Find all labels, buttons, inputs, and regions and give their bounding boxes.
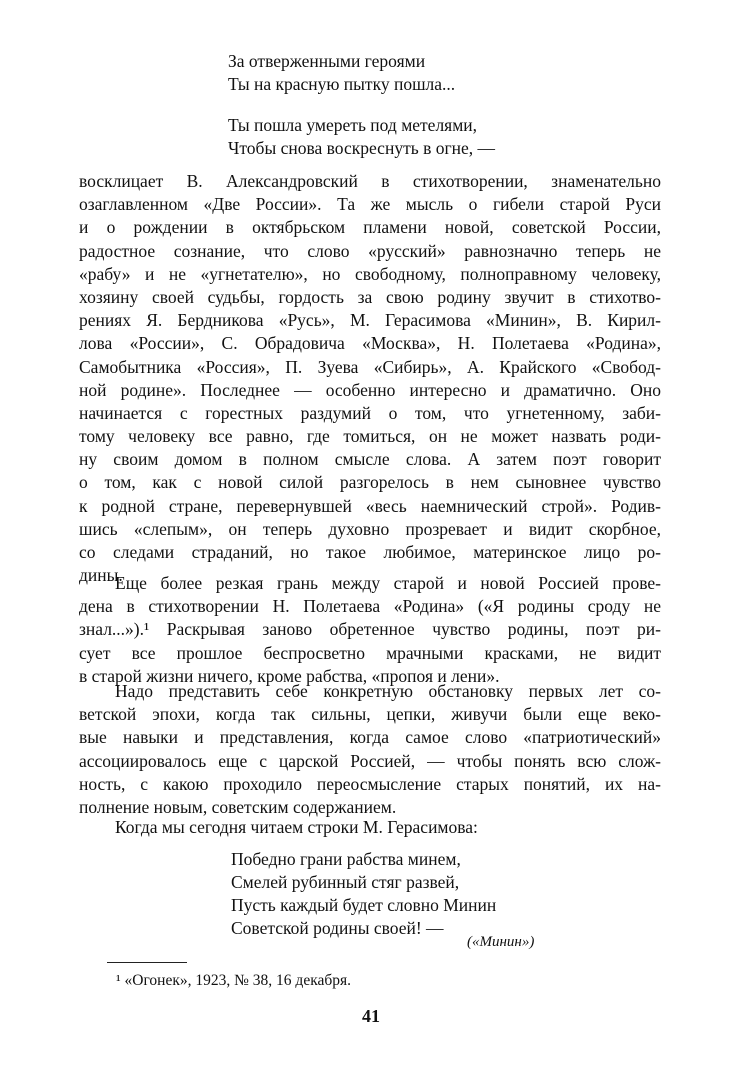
verse-line: Ты на красную пытку пошла... — [228, 74, 456, 94]
footnote: ¹ «Огонек», 1923, № 38, 16 декабря. — [116, 972, 352, 989]
text-line: полнение новым, советским содержанием. — [79, 796, 397, 817]
paragraph-3 — [79, 680, 661, 819]
text-line: и о рождении в октябрьском пламени новой, советской России, — [79, 217, 661, 238]
page-number: 41 — [362, 1006, 380, 1026]
text-line: ность, с какою проходило переосмысление старых понятий, их на- — [79, 773, 661, 794]
paragraph-2 — [79, 572, 661, 688]
text-line: Еще более резкая грань между старой и новой Россией прове- — [115, 573, 661, 593]
verse-line: Ты пошла умереть под метелями, — [228, 115, 478, 135]
paragraph-4 — [79, 816, 661, 839]
text-line: шись «слепым», он теперь духовно прозревает и видит скорбное, — [79, 518, 661, 539]
verse-line: Советской родины своей! — — [231, 918, 444, 938]
verse-line: Победно грани рабства минем, — [231, 849, 461, 869]
verse-line: За отверженными героями — [228, 51, 426, 71]
text-line: тому человеку все равно, где томиться, он не может назвать роди- — [79, 426, 661, 447]
footnote-divider — [107, 962, 187, 963]
text-line: дины. — [79, 565, 123, 586]
verse-stanza-top-1 — [228, 50, 455, 96]
text-line: радостное сознание, что слово «русский» равнозначно теперь не — [79, 240, 661, 261]
text-line: восклицает В. Александровский в стихотворении, знаменательно — [79, 171, 661, 191]
text-line: озаглавленном «Две России». Та же мысль о гибели старой Руси — [79, 194, 661, 215]
text-line: Самобытника «Россия», П. Зуева «Сибирь», А. Крайского «Свобод- — [79, 356, 661, 377]
verse-line: Пусть каждый будет словно Минин — [231, 895, 497, 915]
text-line: о том, как с новой силой разгорелось в нем сыновнее чувство — [79, 472, 661, 493]
text-line: ассоциировалось еще с царской Россией, — чтобы понять всю слож- — [79, 750, 661, 771]
text-line: вые навыки и представления, когда самое слово «патриотический» — [79, 727, 661, 748]
text-line: дена в стихотворении Н. Полетаева «Родина» («Я родины сроду не — [79, 596, 661, 617]
text-line: к родной стране, перевернувшей «весь наемнический строй». Родив- — [79, 495, 661, 516]
verse-line: Чтобы снова воскреснуть в огне, — — [228, 138, 496, 158]
verse-line: Смелей рубинный стяг развей, — [231, 872, 460, 892]
text-line: знал...»).¹ Раскрывая заново обретенное чувство родины, поэт ри- — [79, 619, 661, 640]
text-line: ну своим домом в полном смысле слова. А затем поэт говорит — [79, 449, 661, 470]
verse-stanza-top-2 — [228, 114, 495, 160]
text-line: «рабу» и не «угнетателю», но свободному, полноправному человеку, — [79, 263, 661, 284]
text-line: ной родине». Последнее — особенно интересно и драматично. Оно — [79, 379, 661, 400]
text-line: начинается с горестных раздумий о том, что угнетенному, заби- — [79, 402, 661, 423]
text-line: Надо представить себе конкретную обстановку первых лет со- — [115, 681, 661, 701]
verse-attribution: («Минин») — [467, 934, 535, 950]
paragraph-1 — [79, 170, 661, 587]
text-line: сует все прошлое беспросветно мрачными красками, не видит — [79, 642, 661, 663]
text-line: Когда мы сегодня читаем строки М. Герасимова: — [115, 817, 478, 837]
text-line: рениях Я. Бердникова «Русь», М. Герасимова «Минин», В. Кирил- — [79, 310, 661, 331]
verse-stanza-bottom — [231, 848, 496, 940]
text-line: со следами страданий, но такое любимое, материнское лицо ро- — [79, 542, 661, 562]
text-line: ветской эпохи, когда так сильны, цепки, живучи были еще веко- — [79, 704, 661, 725]
text-line: хозяину своей судьбы, гордость за свою родину звучит в стихотво- — [79, 286, 661, 307]
text-line: в старой жизни ничего, кроме рабства, «пропоя и лени». — [79, 665, 500, 686]
text-line: лова «России», С. Обрадовича «Москва», Н. Полетаева «Родина», — [79, 333, 661, 354]
